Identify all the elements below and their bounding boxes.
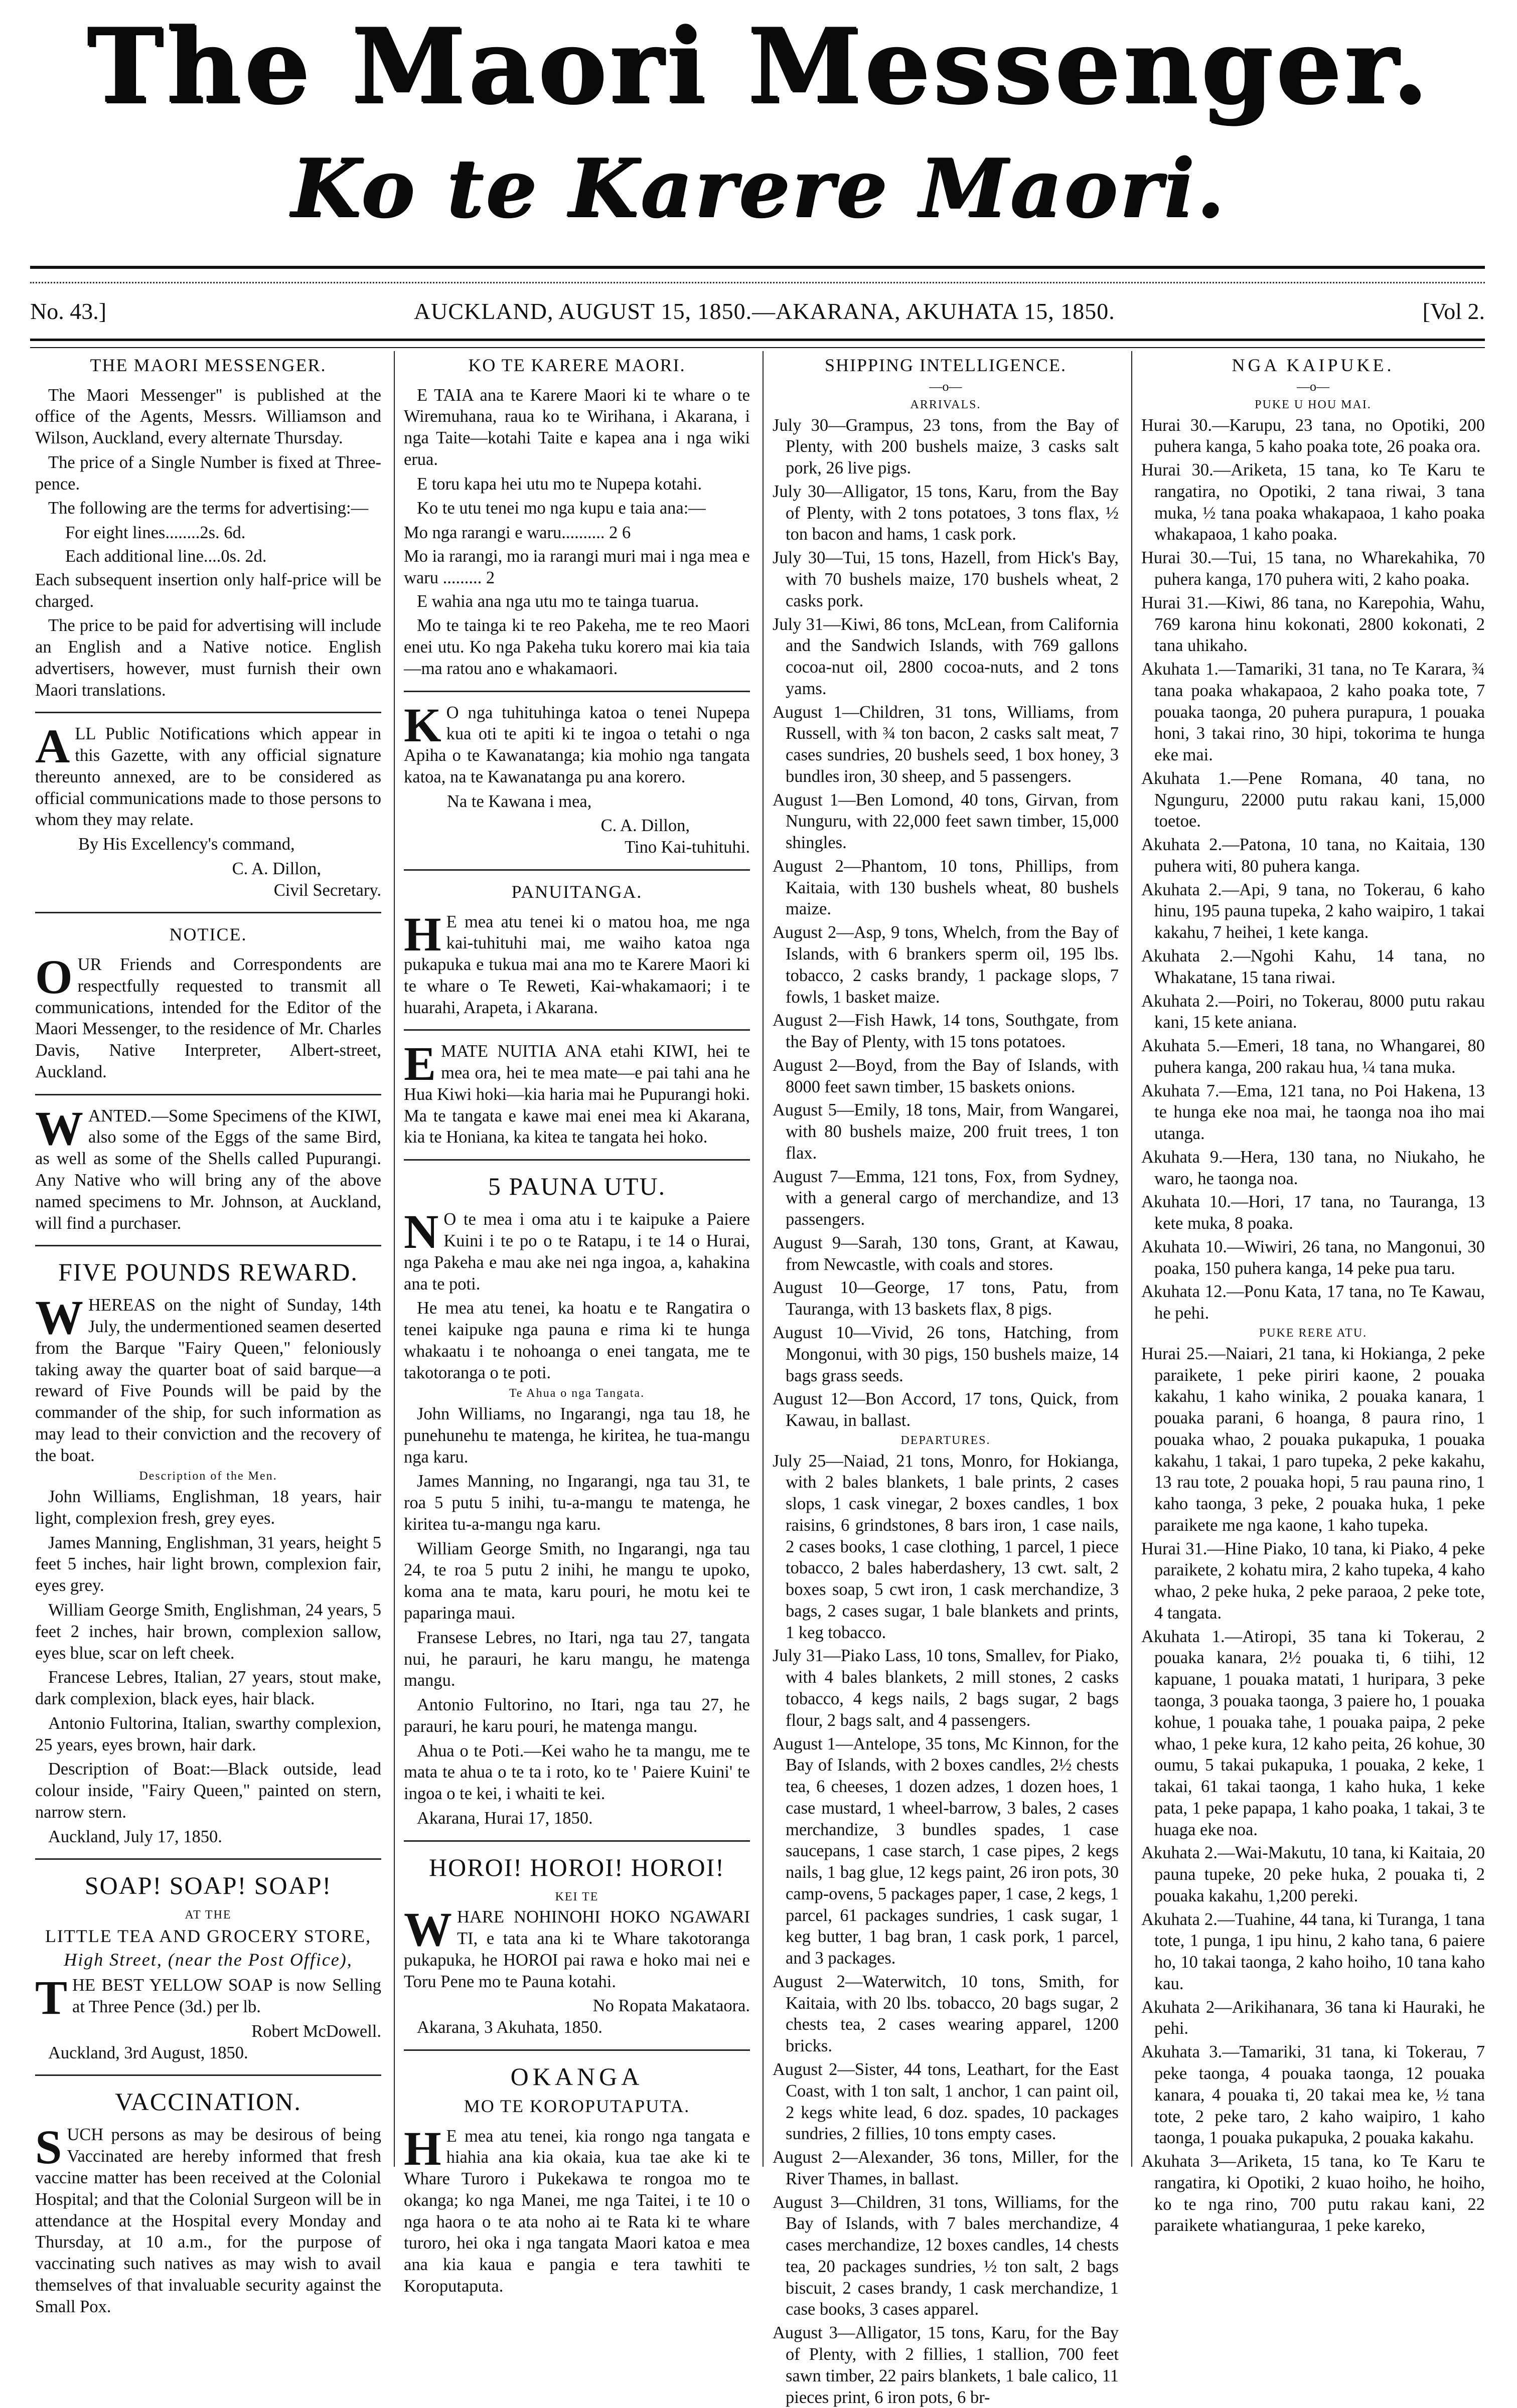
shipping-entry: August 2—Sister, 44 tons, Leathart, for the East Coast, with 1 ton salt, 1 anchor, 1 can paint oil, 2 kegs white lead, 6 doz. spades, 10 packages sundries, 2 fillies, 10 tons empty cases. <box>773 2060 1119 2144</box>
shipping-entry: Akuhata 1.—Atiropi, 35 tana ki Tokerau, 2 pouaka kanara, 2½ pouaka ti, 6 tiihi, 12 kapuane, 1 pouaka matati, 1 huripara, 3 peke taonga, 3 pouaka taonga, 3 paiere ho, 1 pouaka kohue, 1 pouaka tahe, 1 pouaka paipa, 2 peke whao, 1 peke kura, 12 kaho peita, 26 kohue, 30 oumu, 5 takai pukapuka, 1 pouaka, 2 keke, 1 takai, 61 takai taonga, 1 kaho huka, 1 keke pata, 1 peke papapa, 1 kaho poaka, 1 takai, 3 te huaga eke noa. <box>1141 1627 1485 1839</box>
section-heading: THE MAORI MESSENGER. <box>90 355 327 375</box>
shipping-entry: Akuhata 10.—Wiwiri, 26 tana, no Mangonui, 30 poaka, 150 puhera kanga, 14 peke pua taru. <box>1141 1237 1485 1278</box>
column-3 <box>773 351 1119 2407</box>
paragraph: OUR Friends and Correspondents are respectfully requested to transmit all communications, intended for the Editor of the Maori Messenger, to the residence of Mr. Charles Davis, Native Interpreter, Albert-street, Auckland. <box>35 950 381 1081</box>
shipping-entry: Hurai 30.—Ariketa, 15 tana, ko Te Karu te rangatira, no Opotiki, 2 tana riwai, 3 tana muka, ½ tana poaka whakapaoa, 1 kaho poaka whakapaoa, 1 kaho poaka. <box>1141 460 1485 544</box>
paragraph: Ahua o te Poti.—Kei waho he ta mangu, me te mata te ahua o te ta i roto, ko te ' Paiere Kuini' te ingoa o te kei, i whaiti te kei. <box>404 1741 750 1804</box>
shipping-entry: Akuhata 2.—Ngohi Kahu, 14 tana, no Whakatane, 15 tana riwai. <box>1141 946 1485 987</box>
rule <box>404 869 750 871</box>
paragraph: William George Smith, Englishman, 24 years, 5 feet 2 inches, hair brown, complexion sallow, eyes blue, scar on left cheek. <box>35 1600 381 1663</box>
subheading: PUKE RERE ATU. <box>1259 1327 1368 1340</box>
volume-number: [Vol 2. <box>1422 298 1485 324</box>
shipping-entry: August 3—Children, 31 tons, Williams, for the Bay of Islands, with 7 bales merchandize, 4 cases merchandize, 12 boxes candles, 14 chests tea, 20 packages sundries, ½ ton salt, 2 bags biscuit, 2 cases brandy, 1 cask merchandize, 1 case books, 3 cases apparel. <box>773 2192 1119 2319</box>
arrivals-list <box>773 415 1119 1431</box>
paragraph: SUCH persons as may be desirous of being Vaccinated are hereby informed that fresh vaccine matter has been received at the Colonial Hospital; and that the Colonial Surgeon will be in attendance at the Hospital every Monday and Thursday, at 10 a.m., for the purpose of vaccinating such natives as may wish to avail themselves of that invaluable security against the Small Pox. <box>35 2120 381 2316</box>
shipping-entry: August 2—Alexander, 36 tons, Miller, for the River Thames, in ballast. <box>773 2148 1119 2188</box>
section-heading: SHIPPING INTELLIGENCE. <box>825 355 1067 375</box>
paragraph: HE mea atu tenei, kia rongo nga tangata e hiahia ana kia okaia, kua tae ake ki te Whare Turoro i Pukekawa te rongoa mo te okanga; ko nga Manei, me nga Taitei, i te 10 o nga haora o te ata noho ai te Rata ki te whare turoro, hei oka i nga tangata Maori katoa e mea ana kia kaua e pangia e tera tawhiti te Koroputaputa. <box>404 2121 750 2296</box>
dateline-text: Auckland, 3rd August, 1850. <box>48 2043 248 2062</box>
shipping-entry: August 9—Sarah, 130 tons, Grant, at Kawau, from Newcastle, with coals and stores. <box>773 1233 1119 1274</box>
paragraph: HE mea atu tenei ki o matou hoa, me nga kai-tuhituhi mai, me waiho katoa nga pukapuka e tukua mai ana mo te Karere Maori ki te whare o Te Reweti, Kai-whakamaori; i te huarahi, Arapeta, i Akarana. <box>404 907 750 1017</box>
paragraph: WANTED.—Some Specimens of the KIWI, also some of the Eggs of the same Bird, as well as some of the Shells called Pupurangi. Any Native who will bring any of the above named specimens to Mr. Johnson, at Auckland, will find a purchaser. <box>35 1101 381 1233</box>
column-4 <box>1141 351 1485 2235</box>
shipping-entry: Hurai 25.—Naiari, 21 tana, ki Hokianga, 2 peke paraikete, 1 peke piriri kaone, 2 pouaka kakahu, 1 kaho winika, 2 pouaka kanara, 1 pouaka parani, 6 hoanga, 8 paura rino, 1 pouaka whao, 2 pouaka pukapuka, 1 pouaka kakahu, 1 takai, 1 paro tupeka, 2 peke kakahu, 13 rau tote, 2 pouaka hopi, 5 rau pauna rino, 1 kaho taonga, 3 peke, 2 pouaka huka, 1 peke paraikete me nga kaone, 1 kaho tupeka. <box>1141 1344 1485 1535</box>
shipping-entry: Akuhata 2—Arikihanara, 36 tana ki Hauraki, he pehi. <box>1141 1997 1485 2038</box>
shipping-entry: August 12—Bon Accord, 17 tons, Quick, from Kawau, in ballast. <box>773 1389 1119 1430</box>
paragraph: Mo te tainga ki te reo Pakeha, me te reo Maori enei utu. Ko nga Pakeha tuku korero mai kia taia—ma ratou ano e whakamaori. <box>404 616 750 678</box>
dateline <box>30 291 1485 331</box>
rate-line: Mo nga rarangi e waru.......... 2 6 <box>404 523 631 543</box>
rule <box>35 1245 381 1246</box>
shipping-entry: Akuhata 3—Ariketa, 15 tana, ko Te Karu te rangatira, ki Opotiki, 2 kuao hoiho, he hoiho, ko te nga rino, 700 putu rakau kani, 22 paraikete whatianguraa, 1 peke kareko, <box>1141 2152 1485 2235</box>
subheading: Description of the Men. <box>139 1470 277 1483</box>
columns <box>35 351 1485 2407</box>
paragraph: James Manning, Englishman, 31 years, height 5 feet 5 inches, hair light brown, complexion fair, eyes grey. <box>35 1533 381 1595</box>
subheading: LITTLE TEA AND GROCERY STORE, <box>45 1926 372 1947</box>
paragraph: Antonio Fultorino, no Itari, nga tau 27, he parauri, he karu pouri, he matenga mangu. <box>404 1695 750 1736</box>
issue-number: No. 43.] <box>30 298 107 324</box>
signature-line: Na te Kawana i mea, <box>447 791 592 811</box>
section-heading: OKANGA <box>510 2062 644 2091</box>
shipping-entry: Akuhata 9.—Hera, 130 tana, no Niukaho, he waro, he taonga noa. <box>1141 1147 1485 1188</box>
shipping-entry: August 7—Emma, 121 tons, Fox, from Sydney, with a general cargo of merchandize, and 13 passengers. <box>773 1167 1119 1229</box>
subheading: DEPARTURES. <box>900 1433 991 1447</box>
section-heading: HOROI! HOROI! HOROI! <box>429 1853 725 1881</box>
paragraph: Fransese Lebres, no Itari, nga tau 27, tangata nui, he parauri, he karu mangu, he matenga mangu. <box>404 1628 750 1690</box>
shipping-entry: Akuhata 5.—Emeri, 18 tana, no Whangarei, 80 puhera kanga, 200 rakau hua, ¼ tana muka. <box>1141 1036 1485 1077</box>
paragraph: WHARE NOHINOHI HOKO NGAWARI TI, e tata ana ki te Whare takotoranga pukapuka, he HOROI pai rawa e hoko mai nei e Toru Pene mo te Pauna kotahi. <box>404 1902 750 1991</box>
signature-title: Tino Kai-tuhituhi. <box>625 838 750 857</box>
shipping-entry: Akuhata 1.—Tamariki, 31 tana, no Te Karara, ¾ tana poaka whakapaoa, 2 kaho poaka tote, 7 pouaka taonga, 20 puhera purapura, 1 pouaka honi, 3 takai rino, 30 hipi, tokorima te hunga eke mai. <box>1141 660 1485 765</box>
dateline-text: Akarana, 3 Akuhata, 1850. <box>417 2018 602 2037</box>
shipping-entry: July 31—Piako Lass, 10 tons, Smallev, for Piako, with 4 bales blankets, 2 mill stones, 2 casks tobacco, 4 kegs nails, 2 bags sugar, 2 bags flour, 2 bags salt, and 4 passengers. <box>773 1646 1119 1730</box>
section-heading: NOTICE. <box>169 924 247 945</box>
departures-list <box>773 1451 1119 2408</box>
ornamental-rule <box>30 266 1485 283</box>
subheading: AT THE <box>185 1908 232 1922</box>
dateline-text: Auckland, July 17, 1850. <box>48 1827 222 1846</box>
shipping-entry: Akuhata 12.—Ponu Kata, 17 tana, no Te Kawau, he pehi. <box>1141 1282 1485 1323</box>
rule <box>404 1159 750 1161</box>
shipping-entry: August 2—Waterwitch, 10 tons, Smith, for Kaitaia, with 20 lbs. tobacco, 20 bags sugar, 2 chests tea, 2 cases wearing apparel, 1200 bricks. <box>773 1972 1119 2056</box>
paragraph: KO nga tuhituhinga katoa o tenei Nupepa kua oti te apiti ki te ingoa o tetahi o nga Apiha o te Kawanatanga; kia mohio nga tangata katoa, na te Kawanatanga pu ana korero. <box>404 698 750 786</box>
issue-date: AUCKLAND, AUGUST 15, 1850.—AKARANA, AKUHATA 15, 1850. <box>413 298 1115 324</box>
section-heading: 5 PAUNA UTU. <box>488 1172 666 1201</box>
shipping-entry: July 31—Kiwi, 86 tons, McLean, from California and the Sandwich Islands, with 769 gallons cocoa-nut oil, 2800 cocoa-nuts, and 2 tons yams. <box>773 614 1119 698</box>
paragraph: EMATE NUITIA ANA etahi KIWI, hei te mea ora, hei te mea mate—e pai tahi ana he Hua Kiwi hoki—kia haria mai he Pupurangi hoki. Ma te tangata e kawe mai enei mea ki Akarana, kia te Honiana, ka kitea te tangata hei hoko. <box>404 1037 750 1147</box>
paragraph: E toru kapa hei utu mo te Nupepa kotahi. <box>417 474 702 494</box>
dateline-text: Akarana, Hurai 17, 1850. <box>417 1808 593 1828</box>
arrivals-list-maori <box>1141 415 1485 1324</box>
paragraph: The following are the terms for advertising:— <box>48 499 369 518</box>
subheading: KEI TE <box>555 1890 599 1903</box>
newspaper-title-maori: Ko te Karere Maori. <box>290 141 1227 235</box>
subheading: Te Ahua o nga Tangata. <box>509 1387 645 1400</box>
signature: C. A. Dillon, <box>232 859 321 878</box>
shipping-entry: Akuhata 2.—Tuahine, 44 tana, ki Turanga, 1 tana tote, 1 punga, 1 ipu hinu, 2 kaho tana, 6 paiere ho, 10 takai taonga, 2 kaho hoiho, 10 tana kaho kau. <box>1141 1909 1485 1993</box>
rate-line: Each additional line....0s. 2d. <box>65 546 267 566</box>
paragraph: The Maori Messenger" is published at the office of the Agents, Messrs. Williamson and Wilson, Auckland, every alternate Thursday. <box>35 385 381 448</box>
paragraph: Each subsequent insertion only half-price will be charged. <box>35 570 381 611</box>
rule <box>404 2049 750 2051</box>
shipping-entry: Akuhata 2.—Api, 9 tana, no Tokerau, 6 kaho hinu, 195 pauna tupeka, 2 kaho waipiro, 1 takai kakahu, 7 heihei, 1 kete kanga. <box>1141 880 1485 942</box>
subheading: ARRIVALS. <box>910 398 981 411</box>
dateline-rule <box>30 339 1485 348</box>
shipping-entry: Akuhata 2.—Poiri, no Tokerau, 8000 putu rakau kani, 15 kete aniana. <box>1141 991 1485 1032</box>
shipping-entry: August 2—Asp, 9 tons, Whelch, from the Bay of Islands, with 6 brankers sperm oil, 195 lbs. tobacco, 2 casks brandy, 1 package slops, 7 fowls, 1 basket maize. <box>773 923 1119 1007</box>
shipping-entry: July 25—Naiad, 21 tons, Monro, for Hokianga, with 2 bales blankets, 1 bale prints, 2 cases slops, 1 cask vinegar, 2 boxes candles, 1 box raisins, 6 grindstones, 8 bars iron, 1 case nails, 2 cases books, 1 case clothing, 1 parcel, 1 piece tobacco, 2 bales haberdashery, 13 cwt. salt, 2 boxes soap, 5 cwt iron, 1 cask merchandize, 3 bags, 2 cases sugar, 1 bale blankets and prints, 1 keg tobacco. <box>773 1451 1119 1642</box>
paragraph: John Williams, no Ingarangi, nga tau 18, he punehunehu te matenga, he kiritea, he tua-mangu nga karu. <box>404 1404 750 1467</box>
paragraph: WHEREAS on the night of Sunday, 14th July, the undermentioned seamen deserted from the Barque "Fairy Queen," feloniously taking away the quarter boat of said barque—a reward of Five Pounds will be paid by the commander of the ship, for such information as may lead to their conviction and the recovery of the boat. <box>35 1291 381 1465</box>
shipping-entry: August 5—Emily, 18 tons, Mair, from Wangarei, with 80 bushels maize, 200 fruit trees, 1 ton flax. <box>773 1100 1119 1163</box>
section-heading: FIVE POUNDS REWARD. <box>58 1258 358 1287</box>
paragraph: E TAIA ana te Karere Maori ki te whare o te Wiremuhana, raua ko te Wirihana, i Akarana, i nga Taite—kotahi Taite e kapea ana i nga wiki erua. <box>404 385 750 469</box>
paragraph: THE BEST YELLOW SOAP is now Selling at Three Pence (3d.) per lb. <box>35 1971 381 2025</box>
section-heading: NGA KAIPUKE. <box>1232 355 1395 375</box>
paragraph: Francese Lebres, Italian, 27 years, stout make, dark complexion, black eyes, hair black. <box>35 1668 381 1709</box>
shipping-entry: Hurai 30.—Tui, 15 tana, no Wharekahika, 70 puhera kanga, 170 puhera witi, 2 kaho poaka. <box>1141 548 1485 589</box>
shipping-entry: August 2—Boyd, from the Bay of Islands, with 8000 feet sawn timber, 15 baskets onions. <box>773 1055 1119 1096</box>
paragraph: E wahia ana nga utu mo te tainga tuarua. <box>417 591 699 611</box>
rate-line: Mo ia rarangi, mo ia rarangi muri mai i nga mea e waru ......... 2 <box>404 546 750 587</box>
paragraph: The price to be paid for advertising will include an English and a Native notice. English advertisers, however, must furnish their own Maori translations. <box>35 616 381 700</box>
subheading: MO TE KOROPUTAPUTA. <box>464 2096 690 2116</box>
newspaper-title: The Maori Messenger. <box>86 6 1431 126</box>
departures-list-maori <box>1141 1343 1485 2236</box>
rule <box>35 712 381 713</box>
rule <box>404 691 750 692</box>
signature: Robert McDowell. <box>251 2021 381 2041</box>
shipping-entry: Hurai 31.—Kiwi, 86 tana, no Karepohia, Wahu, 769 karona hinu kokonati, 2800 kokonati, 2 tana uhikaho. <box>1141 593 1485 656</box>
section-heading: VACCINATION. <box>115 2088 301 2116</box>
paragraph: Antonio Fultorina, Italian, swarthy complexion, 25 years, eyes brown, hair dark. <box>35 1713 381 1754</box>
masthead <box>0 6 1517 235</box>
rule <box>404 1029 750 1031</box>
section-heading: SOAP! SOAP! SOAP! <box>84 1871 332 1900</box>
shipping-entry: Akuhata 1.—Pene Romana, 40 tana, no Ngunguru, 22000 putu rakau kani, 15,000 toetoe. <box>1141 768 1485 831</box>
shipping-entry: August 2—Fish Hawk, 14 tons, Southgate, from the Bay of Plenty, with 15 tons potatoes. <box>773 1011 1119 1052</box>
shipping-entry: July 30—Alligator, 15 tons, Karu, from the Bay of Plenty, with 2 tons potatoes, 3 tons flax, ½ ton bacon and hams, 1 cask pork. <box>773 481 1119 544</box>
paragraph: He mea atu tenei, ka hoatu e te Rangatira o tenei kaipuke nga pauna e rima ki te hunga whakaatu i te nohoanga o enei tangata, me te takotoranga o te poti. <box>404 1299 750 1382</box>
shipping-entry: Akuhata 2.—Patona, 10 tana, no Kaitaia, 130 puhera witi, 80 puhera kanga. <box>1141 835 1485 876</box>
paragraph: William George Smith, no Ingarangi, nga tau 24, te roa 5 putu 2 inihi, he mangu te upoko, koma ana te mata, karu pouri, he motu kei te paparinga maui. <box>404 1539 750 1623</box>
shipping-entry: Akuhata 2.—Wai-Makutu, 10 tana, ki Kaitaia, 20 pauna tupeke, 20 peke huka, 2 pouaka ti, 2 pouaka kakahu, 1,200 pereki. <box>1141 1843 1485 1905</box>
shipping-entry: August 3—Alligator, 15 tons, Karu, for the Bay of Plenty, with 2 fillies, 1 stallion, 700 feet sawn timber, 22 pairs blankets, 1 bale calico, 11 pieces print, 6 iron pots, 6 br- <box>773 2323 1119 2407</box>
shipping-entry: August 2—Phantom, 10 tons, Phillips, from Kaitaia, with 130 bushels wheat, 80 bushels maize. <box>773 856 1119 919</box>
shipping-entry: August 1—Ben Lomond, 40 tons, Girvan, from Nunguru, with 22,000 feet sawn timber, 15,000 shingles. <box>773 790 1119 853</box>
paragraph: Ko te utu tenei mo nga kupu e taia ana:— <box>417 499 706 518</box>
signature-title: Civil Secretary. <box>273 880 381 900</box>
shipping-entry: August 10—Vivid, 26 tons, Hatching, from Mongonui, with 30 pigs, 150 bushels maize, 14 bags grass seeds. <box>773 1323 1119 1385</box>
rule <box>404 1840 750 1842</box>
shipping-entry: August 10—George, 17 tons, Patu, from Tauranga, with 13 baskets flax, 8 pigs. <box>773 1278 1119 1319</box>
paragraph: Description of Boat:—Black outside, lead colour inside, "Fairy Queen," painted on stern, narrow stern. <box>35 1759 381 1822</box>
shipping-entry: Akuhata 7.—Ema, 121 tana, no Poi Hakena, 13 te hunga eke noa mai, he taonga noa iho mai utanga. <box>1141 1081 1485 1144</box>
rule <box>35 1094 381 1095</box>
shipping-entry: August 1—Children, 31 tons, Williams, from Russell, with ¾ ton bacon, 2 casks salt meat, 7 cases sundries, 20 bushels seed, 1 box honey, 3 bundles iron, 30 sheep, and 5 passengers. <box>773 702 1119 786</box>
signature: No Ropata Makataora. <box>592 1996 750 2016</box>
rate-line: For eight lines........2s. 6d. <box>65 523 246 543</box>
subheading: High Street, (near the Post Office), <box>64 1949 353 1970</box>
shipping-entry: Hurai 31.—Hine Piako, 10 tana, ki Piako, 4 peke paraikete, 2 kohatu mira, 2 kaho tupeka, 4 kaho whao, 2 peke huka, 2 peke paraoa, 2 peke tote, 4 tangata. <box>1141 1539 1485 1623</box>
shipping-entry: July 30—Grampus, 23 tons, from the Bay of Plenty, with 200 bushels maize, 3 casks salt pork, 26 live pigs. <box>773 415 1119 478</box>
paragraph: NO te mea i oma atu i te kaipuke a Paiere Kuini i te po o te Ratapu, i te 14 o Hurai, nga Pakeha e mau ake nei nga ingoa, a, kahakina ana te poti. <box>404 1205 750 1294</box>
shipping-entry: Hurai 30.—Karupu, 23 tana, no Opotiki, 200 puhera kanga, 5 kaho poaka tote, 26 poaka ora. <box>1141 415 1485 456</box>
divider-mark: —o— <box>1297 379 1329 394</box>
shipping-entry: August 1—Antelope, 35 tons, Mc Kinnon, for the Bay of Islands, with 2 boxes candles, 2½ chests tea, 6 cheeses, 1 dozen adzes, 1 dozen hoes, 1 case mustard, 1 wheel-barrow, 3 bales, 2 cases merchandize, 3 bundles spades, 1 case saucepans, 1 case starch, 1 case pipes, 2 kegs nails, 1 bag glue, 12 kegs paint, 26 iron pots, 30 camp-ovens, 5 packages paper, 1 case, 2 kegs, 1 parcel, 61 packages sundries, 1 cask sugar, 1 keg butter, 1 bag bran, 1 cask pork, 1 parcel, and 3 packages. <box>773 1734 1119 1968</box>
shipping-entry: July 30—Tui, 15 tons, Hazell, from Hick's Bay, with 70 bushels maize, 170 bushels wheat, 2 casks pork. <box>773 548 1119 610</box>
section-heading: KO TE KARERE MAORI. <box>468 355 686 375</box>
paragraph: John Williams, Englishman, 18 years, hair light, complexion fresh, grey eyes. <box>35 1487 381 1528</box>
section-heading: PANUITANGA. <box>511 881 643 902</box>
rule <box>35 2074 381 2076</box>
paragraph: James Manning, no Ingarangi, nga tau 31, te roa 5 putu 5 inihi, tu-a-mangu te matenga, he kiritea tu-a-mangu nga karu. <box>404 1472 750 1534</box>
divider-mark: —o— <box>929 379 962 394</box>
rule <box>35 912 381 913</box>
subheading: PUKE U HOU MAI. <box>1255 398 1372 411</box>
paragraph: The price of a Single Number is fixed at Three-pence. <box>35 452 381 494</box>
paragraph: ALL Public Notifications which appear in this Gazette, with any official signature thereunto annexed, are to be considered as official communications made to those persons to whom they may relate. <box>35 719 381 830</box>
signature-line: By His Excellency's command, <box>78 835 295 854</box>
shipping-entry: Akuhata 10.—Hori, 17 tana, no Tauranga, 13 kete muka, 8 poaka. <box>1141 1192 1485 1233</box>
shipping-entry: Akuhata 3.—Tamariki, 31 tana, ki Tokerau, 7 peke taonga, 4 pouaka taonga, 12 pouaka kanara, 4 pouaka ti, 20 takai mea ke, ½ tana tote, 2 peke taro, 2 kaho waipiro, 1 kaho taonga, 1 pouaka pukapuka, 2 pouaka kakahu. <box>1141 2042 1485 2148</box>
column-1 <box>35 351 381 2316</box>
column-2 <box>404 351 750 2296</box>
rule <box>35 1858 381 1860</box>
signature: C. A. Dillon, <box>600 816 690 836</box>
